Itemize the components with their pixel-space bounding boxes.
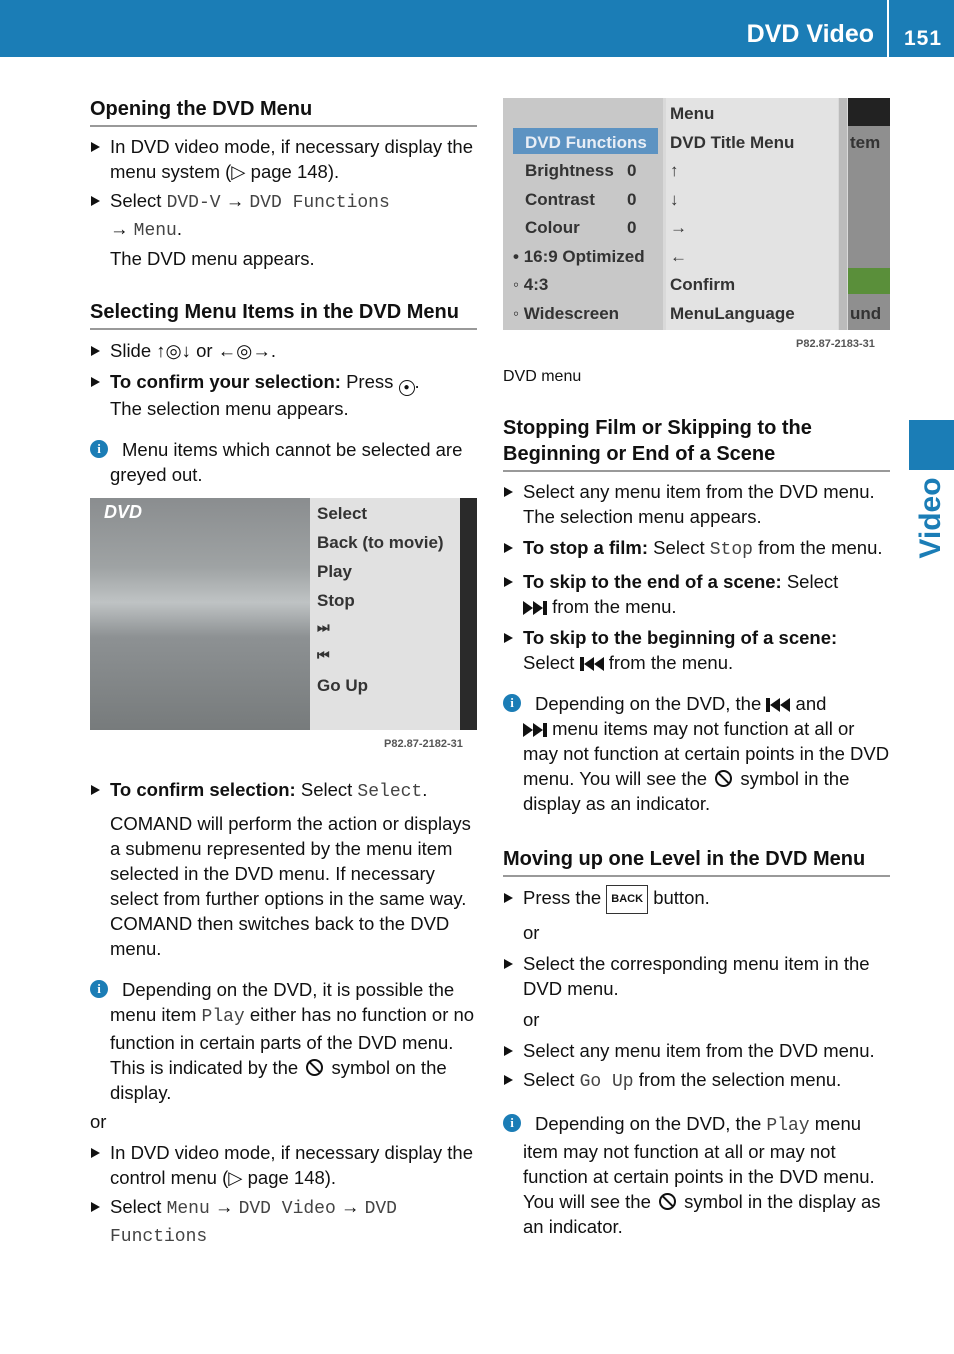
dvd-selection-menu-screenshot [90, 498, 477, 730]
step-result: The selection menu appears. [523, 506, 762, 527]
step: To skip to the end of a scene: Select from the menu. [503, 569, 893, 619]
menu-item-back: Back (to movie) [317, 533, 444, 552]
info-icon: i [90, 980, 108, 998]
submenu-title: Menu [670, 104, 715, 123]
info-icon: i [503, 694, 521, 712]
step: Select any menu item from the DVD menu. [503, 479, 893, 504]
skip-forward-icon [523, 596, 547, 617]
menu-item-stop: Stop [317, 591, 355, 610]
step: To confirm your selection: Press ● . [90, 369, 480, 396]
controller-slide-vertical-icon: ↑◎↓ [156, 340, 191, 361]
step-result: The DVD menu appears. [110, 248, 315, 269]
fn-item-widescreen: ◦ Widescreen [513, 304, 620, 323]
step-result: The selection menu appears. [110, 398, 349, 419]
fn-item-brightness: Brightness [525, 161, 614, 180]
page-number: 151 [903, 27, 943, 50]
submenu-item-right: → [670, 218, 687, 237]
video-frame [90, 498, 310, 730]
section-selecting [90, 338, 480, 487]
step: Slide ↑◎↓ or ←◎→. [90, 338, 480, 363]
or-text: or [523, 1009, 540, 1030]
menu-item-play: Play [317, 562, 352, 581]
info-note: i Depending on the DVD, the Play menu item may not function at all or may not function at certain points in the DVD menu. You will see the symbol in the display as an indicator. [503, 1111, 893, 1239]
skip-back-icon [766, 693, 790, 714]
section-stopping [503, 479, 893, 816]
menu-scrollbar [460, 498, 477, 730]
submenu-item-down: ↓ [670, 190, 679, 209]
step: Select DVD-V → DVD Functions → Menu. [90, 188, 480, 244]
heading-stopping-film: Stopping Film or Skipping to the Beginning or End of a Scene [503, 415, 890, 472]
step: To skip to the beginning of a scene: Select from the menu. [503, 625, 893, 675]
info-note: i Depending on the DVD, the and menu items may not function at all or may not function at certain points in the DVD menu. You will see the symbol in the display as an indicator. [503, 691, 893, 816]
skip-back-icon [580, 652, 604, 673]
heading-opening-dvd-menu: Opening the DVD Menu [90, 96, 477, 127]
fn-item-4-3: ◦ 4:3 [513, 275, 549, 294]
fn-item-contrast: Contrast [525, 190, 595, 209]
step: To stop a film: Select Stop from the menu. [503, 535, 893, 563]
submenu-item-title-menu: DVD Title Menu [670, 133, 795, 152]
heading-moving-up: Moving up one Level in the DVD Menu [503, 846, 890, 877]
fn-item-dvd-functions: DVD Functions [525, 133, 647, 152]
back-button-icon: BACK [606, 885, 648, 914]
controller-press-icon: ● [399, 380, 415, 396]
fn-value-contrast: 0 [627, 190, 637, 209]
or-text: or [90, 1111, 107, 1132]
step: Select the corresponding menu item in the DVD menu. [503, 951, 893, 1001]
background-text: tem [850, 133, 881, 152]
or-text: or [523, 922, 540, 943]
submenu-item-left: ← [670, 247, 687, 266]
info-note: i Menu items which cannot be selected are greyed out. [90, 437, 480, 487]
image-caption: DVD menu [503, 368, 582, 385]
menu-item-select: Select [317, 504, 368, 523]
header-divider [887, 0, 889, 57]
step: In DVD video mode, if necessary display the control menu (▷ page 148). [90, 1140, 480, 1190]
not-available-icon [715, 770, 732, 787]
not-available-icon [306, 1059, 323, 1076]
step: Press the BACK button. [503, 885, 893, 914]
fn-value-colour: 0 [627, 218, 637, 237]
image-code: P82.87-2182-31 [384, 738, 463, 750]
side-tab-label: Video [914, 477, 947, 559]
not-available-icon [659, 1193, 676, 1210]
background-text: und [850, 304, 882, 323]
step: Select any menu item from the DVD menu. [503, 1038, 893, 1063]
skip-forward-icon [523, 718, 547, 739]
info-icon: i [90, 440, 108, 458]
submenu-item-menu-language: MenuLanguage [670, 304, 795, 323]
step: Select Menu → DVD Video → DVD Functions [90, 1194, 480, 1250]
fn-value-brightness: 0 [627, 161, 637, 180]
info-note: i Depending on the DVD, it is possible the menu item Play either has no function or no function in certain parts of the DVD menu. This is indicated by the symbol on the display. [90, 977, 480, 1105]
menu-item-go-up: Go Up [317, 676, 368, 695]
step-result: COMAND will perform the action or displays a submenu represented by the menu item selected in the DVD menu. If necessary select from further options in the same way. [110, 813, 471, 909]
dvd-functions-menu-screenshot [503, 98, 890, 330]
fn-item-colour: Colour [525, 218, 580, 237]
section-moving-up [503, 885, 893, 1239]
submenu-scrollbar [839, 98, 847, 330]
section-opening [90, 134, 480, 271]
section-confirm [90, 777, 480, 1250]
submenu-item-confirm: Confirm [670, 275, 736, 294]
step: In DVD video mode, if necessary display the menu system (▷ page 148). [90, 134, 480, 184]
step: To confirm selection: Select Select. [90, 777, 480, 805]
fn-item-16-9: • 16:9 Optimized [513, 247, 645, 266]
controller-slide-horizontal-icon: ←◎→ [217, 340, 271, 361]
image-code: P82.87-2183-31 [796, 338, 875, 350]
section-title: DVD Video [746, 20, 874, 48]
menu-item-skip-forward: ⏭ [317, 619, 330, 635]
step: Select Go Up from the selection menu. [503, 1067, 893, 1095]
info-icon: i [503, 1114, 521, 1132]
dvd-logo: DVD [104, 502, 143, 522]
submenu-item-up: ↑ [670, 161, 679, 180]
header-bar [0, 0, 954, 57]
menu-item-skip-back: ⏮ [317, 647, 330, 663]
heading-selecting-items: Selecting Menu Items in the DVD Menu [90, 299, 477, 330]
side-tab-marker [909, 420, 954, 470]
step-result: COMAND then switches back to the DVD menu. [110, 913, 450, 959]
